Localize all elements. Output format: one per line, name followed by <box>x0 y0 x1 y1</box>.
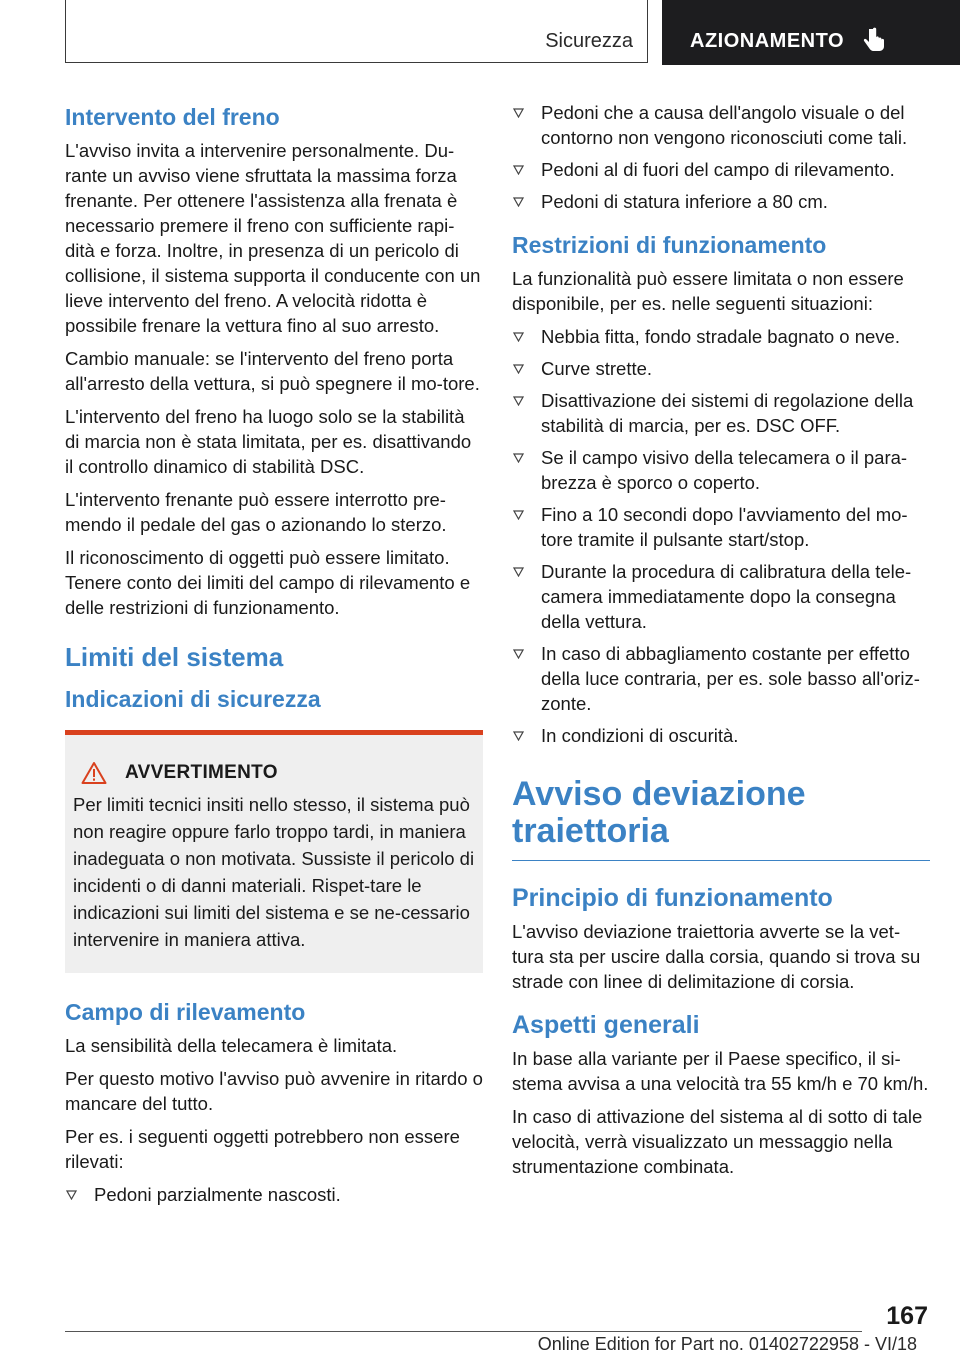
list-item: Pedoni al di fuori del campo di rilevamento. <box>512 157 930 182</box>
paragraph: Per questo motivo l'avviso può avvenire in ritardo o mancare del tutto. <box>65 1068 483 1114</box>
heading-campo-rilevamento: Campo di rilevamento <box>65 999 306 1025</box>
triangle-bullet-icon <box>513 332 524 342</box>
warning-box <box>65 730 483 973</box>
list-item: Pedoni parzialmente nascosti. <box>65 1182 483 1207</box>
page-header <box>65 0 960 65</box>
edition-text: Online Edition for Part no. 01402722958 - VI/18 <box>537 1334 917 1354</box>
chapter-tab <box>662 0 960 65</box>
list-item: Se il campo visivo della telecamera o il para-brezza è sporco o coperto. <box>512 445 930 495</box>
heading-limiti-sistema: Limiti del sistema <box>65 642 284 672</box>
left-column <box>65 100 483 1215</box>
hand-pointer-icon <box>860 26 888 54</box>
heading-restrizioni-funzionamento: Restrizioni di funzionamento <box>512 232 827 258</box>
triangle-bullet-icon <box>513 453 524 463</box>
paragraph: La sensibilità della telecamera è limitata. <box>65 1035 398 1056</box>
paragraph: L'avviso invita a intervenire personalmente. Du-rante un avviso viene sfruttata la massima forza frenante. Per ottenere l'assistenza alla frenata è necessario premere il freno con sufficiente rapi-dità e forza. Inoltre, in presenza di un pericolo di collisione, il sistema supporta il conducente con un lieve intervento del freno. A velocità ridotta è possibile frenare la vettura fino al suo arresto. <box>65 140 481 336</box>
bullet-list-pedoni <box>512 100 930 214</box>
heading-principio-funzionamento: Principio di funzionamento <box>512 884 833 912</box>
heading-aspetti-generali: Aspetti generali <box>512 1011 700 1039</box>
paragraph: Il riconoscimento di oggetti può essere limitato. Tenere conto dei limiti del campo di rilevamento e delle restrizioni di funzionamento. <box>65 547 471 618</box>
warning-text: Per limiti tecnici insiti nello stesso, il sistema può non reagire oppure farlo troppo tardi, in maniera inadeguata o non motivata. Sussiste il pericolo di incidenti o di danni materiali. Rispet-tare le indicazioni sui limiti del sistema e se ne-cessario intervenire in maniera attiva. <box>73 794 475 950</box>
triangle-bullet-icon <box>513 364 524 374</box>
page-number: 167 <box>886 1302 928 1330</box>
triangle-bullet-icon <box>513 510 524 520</box>
paragraph: Per es. i seguenti oggetti potrebbero non essere rilevati: <box>65 1126 460 1172</box>
list-item: Disattivazione dei sistemi di regolazione della stabilità di marcia, per es. DSC OFF. <box>512 388 930 438</box>
chapter-title: AZIONAMENTO <box>690 30 845 52</box>
bullet-list-restrizioni <box>512 324 930 748</box>
paragraph: La funzionalità può essere limitata o non essere disponibile, per es. nelle seguenti situazioni: <box>512 268 904 314</box>
paragraph: L'avviso deviazione traiettoria avverte se la vet-tura sta per uscire dalla corsia, quando si trova su strade con linee di delimitazione di corsia. <box>512 921 921 992</box>
triangle-bullet-icon <box>66 1190 77 1200</box>
heading-rule <box>512 860 930 861</box>
warning-header <box>73 761 475 785</box>
triangle-bullet-icon <box>513 649 524 659</box>
list-item: Curve strette. <box>512 356 930 381</box>
list-item: In caso di abbagliamento costante per effetto della luce contraria, per es. sole basso all'oriz-zonte. <box>512 641 930 716</box>
warning-title: AVVERTIMENTO <box>125 762 278 783</box>
paragraph: L'intervento del freno ha luogo solo se la stabilità di marcia non è stata limitata, per es. disattivando il controllo dinamico di stabilità DSC. <box>65 406 472 477</box>
footer-rule <box>65 1331 862 1332</box>
list-item: Pedoni di statura inferiore a 80 cm. <box>512 189 930 214</box>
triangle-bullet-icon <box>513 731 524 741</box>
bullet-list-left <box>65 1182 483 1207</box>
list-item: Fino a 10 secondi dopo l'avviamento del mo-tore tramite il pulsante start/stop. <box>512 502 930 552</box>
list-item: In condizioni di oscurità. <box>512 723 930 748</box>
heading-avviso-deviazione: Avviso deviazione traiettoria <box>512 775 806 850</box>
list-item: Durante la procedura di calibratura della tele-camera immediatamente dopo la consegna della vettura. <box>512 559 930 634</box>
right-column <box>512 100 930 1187</box>
heading-indicazioni-sicurezza: Indicazioni di sicurezza <box>65 686 321 712</box>
paragraph: Cambio manuale: se l'intervento del freno porta all'arresto della vettura, si può spegnere il mo-tore. <box>65 348 480 394</box>
triangle-bullet-icon <box>513 165 524 175</box>
list-item: Nebbia fitta, fondo stradale bagnato o neve. <box>512 324 930 349</box>
triangle-bullet-icon <box>513 197 524 207</box>
warning-triangle-icon <box>81 761 107 785</box>
triangle-bullet-icon <box>513 567 524 577</box>
triangle-bullet-icon <box>513 396 524 406</box>
paragraph: In base alla variante per il Paese specifico, il si-stema avvisa a una velocità tra 55 km/h e 70 km/h. <box>512 1048 929 1094</box>
section-title: Sicurezza <box>545 30 633 52</box>
section-tab <box>65 0 648 63</box>
paragraph: L'intervento frenante può essere interrotto pre-mendo il pedale del gas o azionando lo sterzo. <box>65 489 447 535</box>
heading-intervento-freno: Intervento del freno <box>65 104 280 130</box>
paragraph: In caso di attivazione del sistema al di sotto di tale velocità, verrà visualizzato un messaggio nella strumentazione combinata. <box>512 1106 923 1177</box>
triangle-bullet-icon <box>513 108 524 118</box>
list-item: Pedoni che a causa dell'angolo visuale o del contorno non vengono riconosciuti come tali. <box>512 100 930 150</box>
